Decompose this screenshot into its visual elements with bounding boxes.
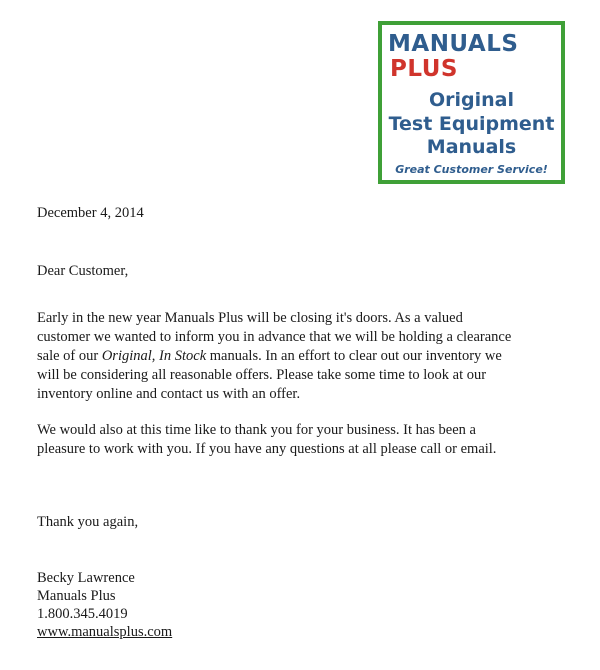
manuals-plus-logo [378,21,565,184]
logo-manuals-text: MANUALS [388,31,519,57]
signature-name: Becky Lawrence [37,570,135,586]
letter-paragraph-thanks [37,421,496,459]
letter-salutation: Dear Customer, [37,263,129,279]
paragraph-text: manuals. In an effort to clear out our inventory we [206,348,502,364]
paragraph-line: pleasure to work with you. If you have any questions at all please call or email. [37,441,497,457]
paragraph-italic-text: Original, In Stock [101,348,207,364]
signature-phone: 1.800.345.4019 [37,606,128,622]
paragraph-line [37,347,511,366]
logo-manuals-line-text: Manuals [426,136,517,158]
paragraph-text: sale of our [37,348,102,364]
logo-plus-text: PLUS [390,56,458,82]
logo-test-equipment-text: Test Equipment [388,113,555,135]
letter-closing: Thank you again, [37,514,139,530]
signature-company: Manuals Plus [37,588,116,604]
letter-paragraph-closing-notice [37,309,511,404]
paragraph-line: customer we wanted to inform you in advance that we will be holding a clearance [37,329,512,345]
signature-website-link[interactable]: www.manualsplus.com [37,624,173,640]
paragraph-line: will be considering all reasonable offers. Please take some time to look at our [37,367,487,383]
paragraph-line: We would also at this time like to thank you for your business. It has been a [37,422,476,438]
letter-date: December 4, 2014 [37,205,144,221]
paragraph-line: inventory online and contact us with an offer. [37,386,301,402]
logo-tagline: Great Customer Service! [395,163,548,176]
logo-original-text: Original [428,89,514,111]
paragraph-line: Early in the new year Manuals Plus will be closing it's doors. As a valued [37,310,463,326]
